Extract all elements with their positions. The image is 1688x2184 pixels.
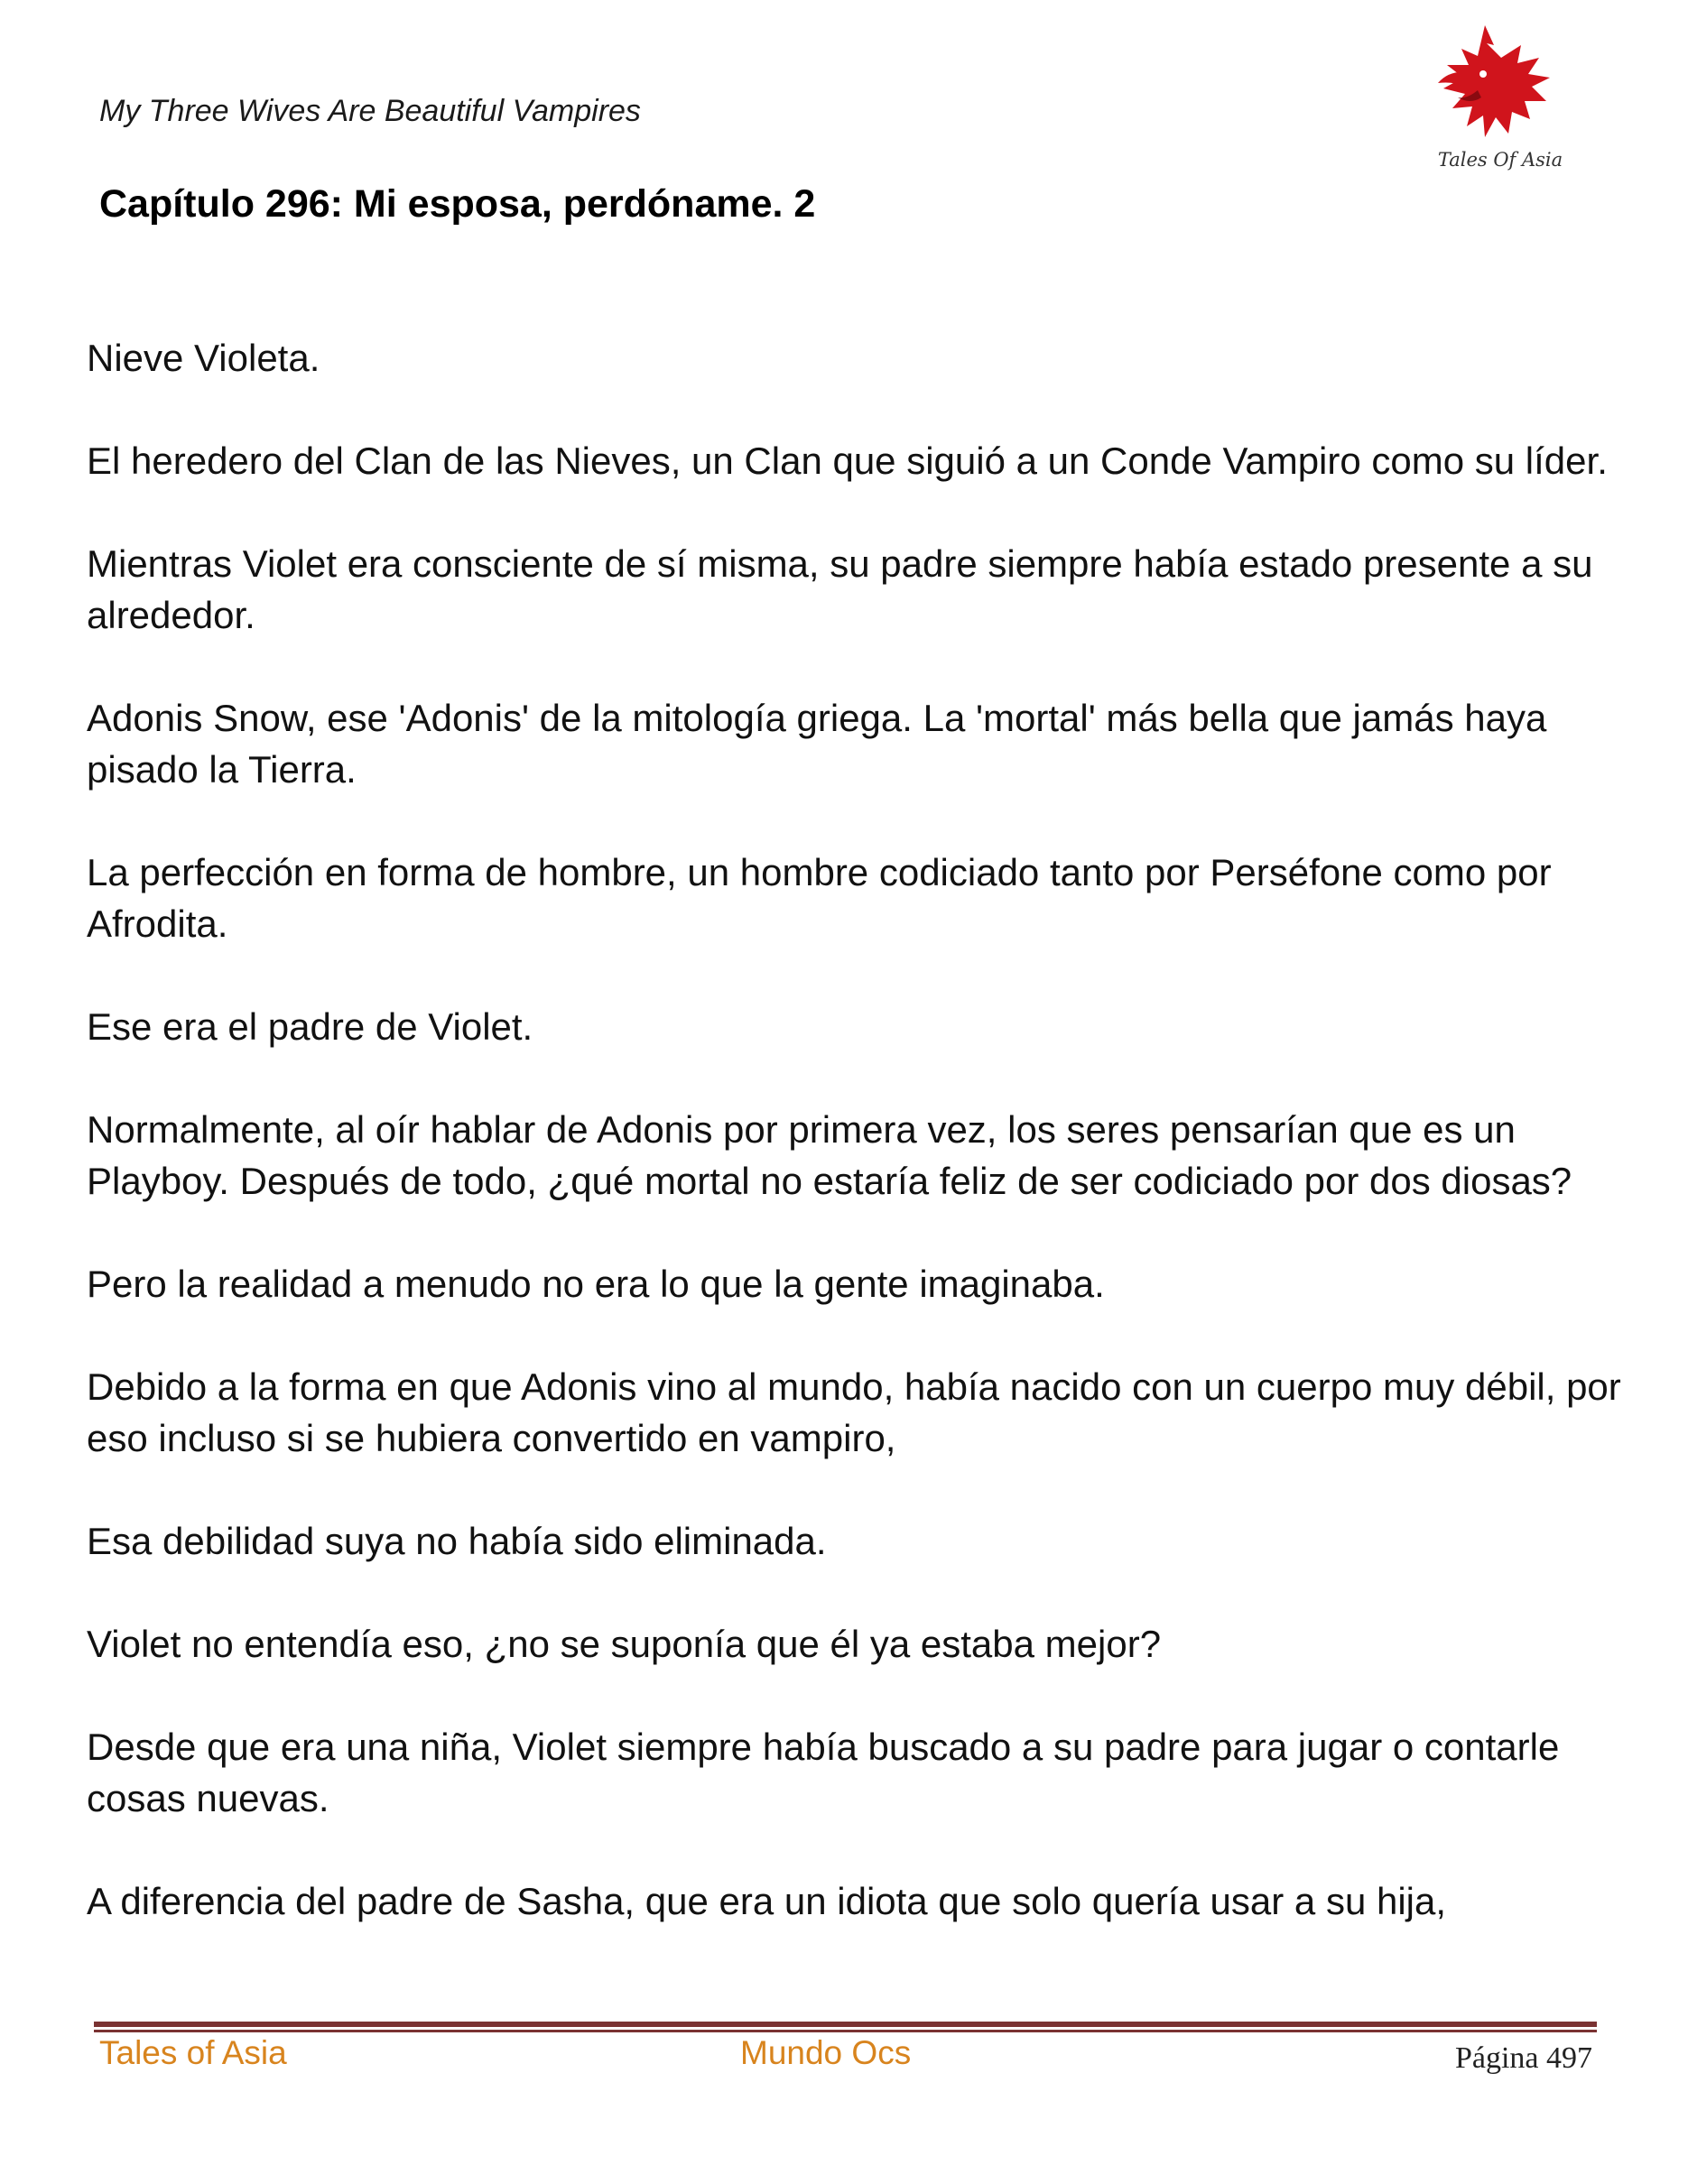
footer-rule [94, 2022, 1597, 2034]
chapter-body [87, 332, 1621, 1978]
paragraph: Violet no entendía eso, ¿no se suponía que él ya estaba mejor? [87, 1623, 1162, 1665]
paragraph: La perfección en forma de hombre, un hombre codiciado tanto por Perséfone como por Afrodita. [87, 851, 1552, 945]
paragraph: Adonis Snow, ese 'Adonis' de la mitología griega. La 'mortal' más bella que jamás haya pisado la Tierra. [87, 697, 1547, 791]
footer-site-name: Tales of Asia [99, 2034, 287, 2071]
footer-rule-thin [94, 2030, 1597, 2032]
paragraph: Esa debilidad suya no había sido eliminada. [87, 1520, 827, 1562]
chapter-title: Capítulo 296: Mi esposa, perdóname. 2 [99, 182, 816, 226]
paragraph: Debido a la forma en que Adonis vino al mundo, había nacido con un cuerpo muy débil, por eso incluso si se hubiera convertido en vampiro, [87, 1365, 1621, 1459]
paragraph: Desde que era una niña, Violet siempre había buscado a su padre para jugar o contarle cosas nuevas. [87, 1726, 1560, 1819]
page-number: Página 497 [1454, 2041, 1592, 2075]
book-title: My Three Wives Are Beautiful Vampires [99, 94, 641, 128]
paragraph: A diferencia del padre de Sasha, que era un idiota que solo quería usar a su hija, [87, 1880, 1447, 1922]
paragraph: Normalmente, al oír hablar de Adonis por primera vez, los seres pensarían que es un Playboy. Después de todo, ¿qué mortal no estaría feliz de ser codiciado por dos diosas? [87, 1108, 1572, 1202]
paragraph: Mientras Violet era consciente de sí misma, su padre siempre había estado presente a su alrededor. [87, 542, 1593, 636]
paragraph: El heredero del Clan de las Nieves, un Clan que siguió a un Conde Vampiro como su líder. [87, 440, 1608, 482]
footer-section: Mundo Ocs [740, 2034, 912, 2071]
paragraph: Ese era el padre de Violet. [87, 1005, 533, 1048]
logo-text: Tales Of Asia [1437, 149, 1563, 171]
paragraph: Nieve Violeta. [87, 337, 320, 379]
paragraph: Pero la realidad a menudo no era lo que la gente imaginaba. [87, 1263, 1105, 1305]
footer-rule-thick [94, 2022, 1597, 2027]
